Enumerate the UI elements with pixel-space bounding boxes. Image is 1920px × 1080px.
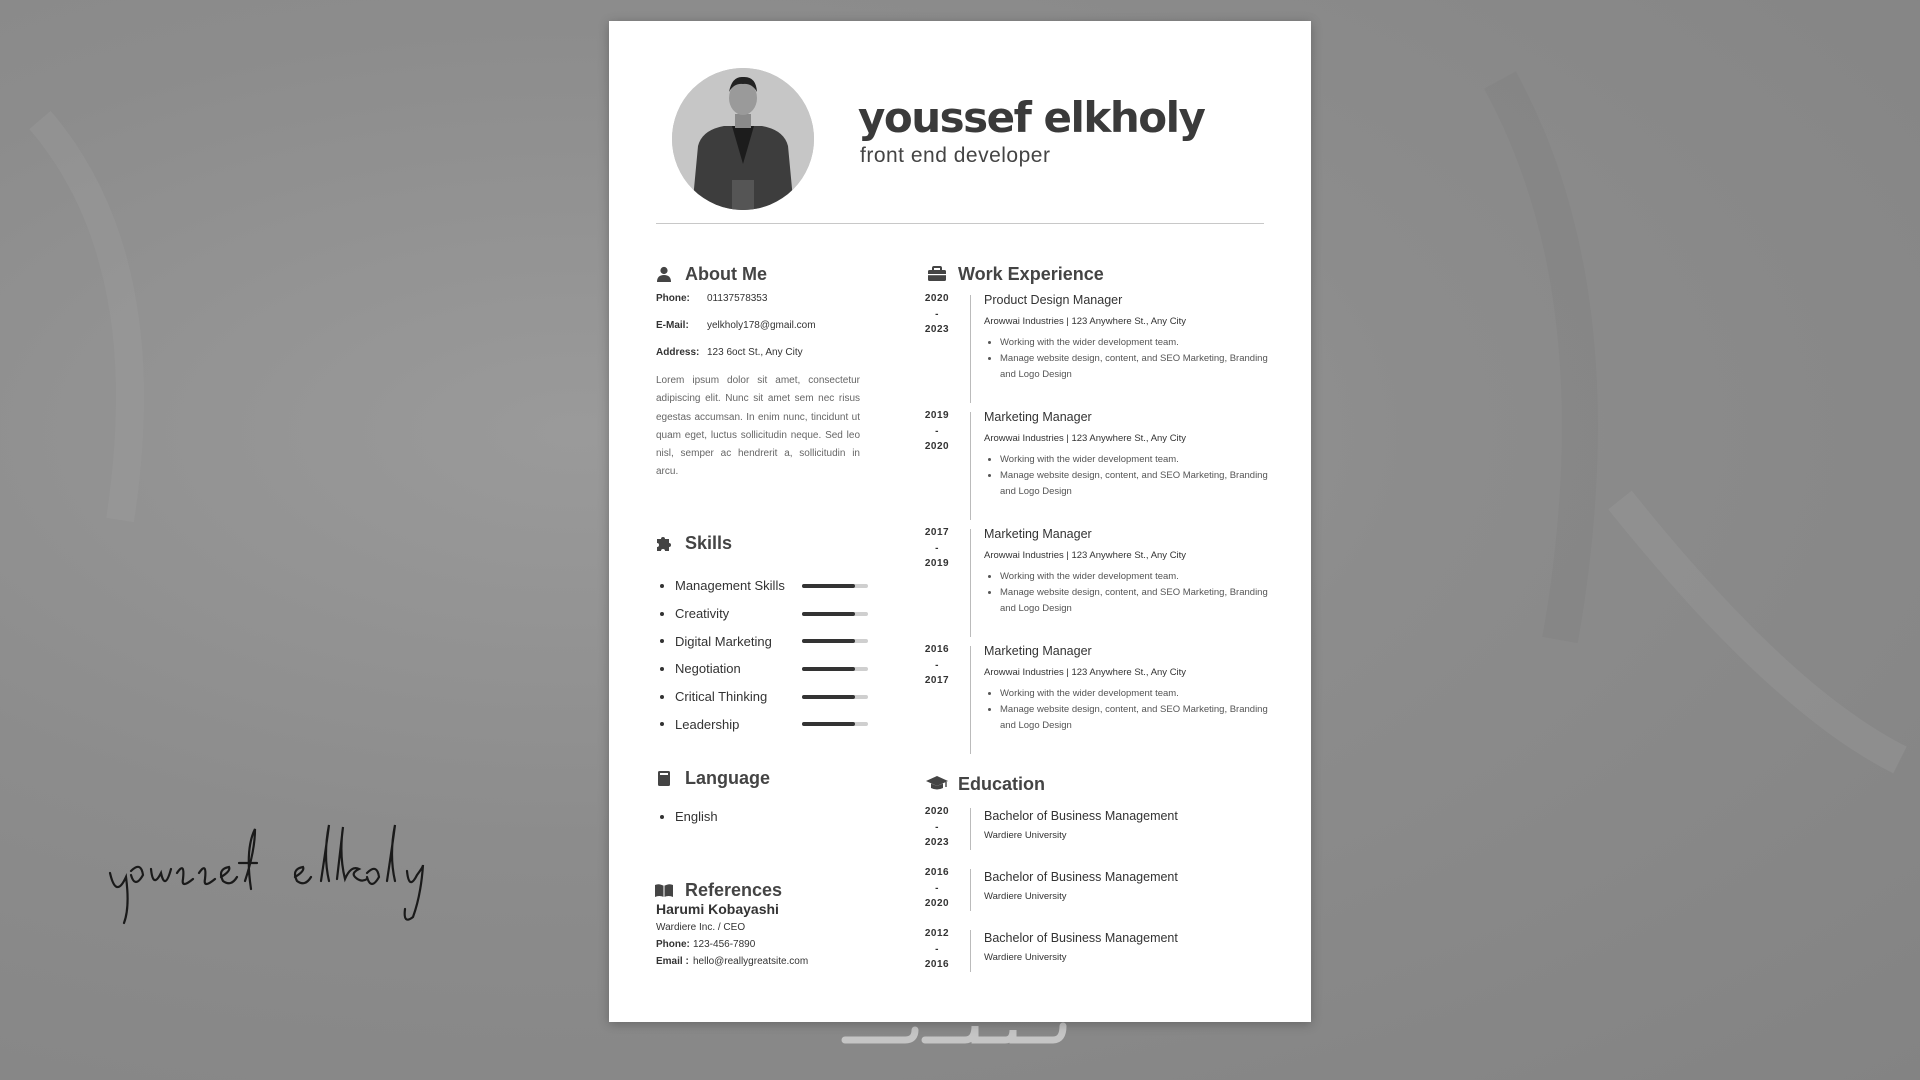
handwritten-signature — [105, 815, 485, 925]
header-divider — [656, 223, 1264, 224]
references-heading — [653, 879, 782, 901]
job-bullet: • Manage website design, content, and SEO Marketing, Branding and Logo Design — [1000, 351, 1274, 383]
skill-item — [660, 683, 880, 711]
phone-row — [656, 293, 767, 304]
job-end-year: 2019 — [924, 558, 950, 569]
date-separator: - — [935, 542, 939, 554]
skill-label: Critical Thinking — [675, 689, 768, 705]
language-label: English — [675, 809, 718, 824]
skill-item — [660, 627, 880, 655]
resume-title: front end developer — [860, 144, 1051, 167]
job-title: Marketing Manager — [984, 527, 1092, 541]
job-entry — [984, 527, 1274, 617]
job-company: Arowwai Industries | 123 Anywhere St., Any City — [984, 550, 1187, 561]
job-title: Marketing Manager — [984, 644, 1092, 658]
edu-end-year: 2023 — [924, 837, 950, 848]
about-bio: Lorem ipsum dolor sit amet, consectetur adipiscing elit. Nunc sit amet sem nec risus egestas accumsan. In enim nunc, tincidunt ut quam eget, luctus sollicitudin neque. Sed leo nisl, semper ac hendrerit a, sollicitudin in arcu. — [656, 375, 860, 478]
edu-end-year: 2016 — [924, 959, 950, 970]
skill-label: Negotiation — [675, 661, 741, 677]
job-start-year: 2019 — [924, 410, 950, 421]
reference-company-value: Wardiere Inc. / CEO — [656, 922, 746, 933]
skill-item — [660, 572, 880, 600]
job-company: Arowwai Industries | 123 Anywhere St., Any City — [984, 316, 1187, 327]
skill-item — [660, 710, 880, 738]
date-separator: - — [935, 659, 939, 671]
bullet-dot — [660, 722, 664, 726]
education-heading-label: Education — [958, 773, 1046, 794]
date-separator: - — [935, 882, 939, 894]
about-heading — [653, 263, 767, 285]
job-bullets — [984, 335, 1274, 383]
about-heading-label: About Me — [685, 263, 767, 284]
reference-email-value: hello@reallygreatsite.com — [693, 956, 809, 967]
skill-level-bar — [802, 584, 868, 588]
bullet-dot — [660, 584, 664, 588]
job-bullets — [984, 686, 1274, 734]
job-bullet: • Working with the wider development team. — [1000, 569, 1274, 585]
email-label: E-Mail: — [656, 320, 689, 331]
experience-heading — [926, 263, 1104, 285]
skill-item — [660, 600, 880, 628]
timeline-line — [970, 529, 971, 637]
skills-heading-label: Skills — [685, 532, 733, 553]
job-bullet: • Working with the wider development team. — [1000, 335, 1274, 351]
timeline-line — [970, 412, 971, 520]
job-end-year: 2017 — [924, 675, 950, 686]
email-value: yelkholy178@gmail.com — [707, 320, 816, 331]
job-dates — [919, 408, 955, 455]
edu-dates — [919, 804, 955, 851]
reference-company — [656, 922, 745, 933]
language-heading — [653, 767, 770, 789]
email-row — [656, 320, 816, 331]
skills-list — [660, 572, 880, 738]
briefcase-icon — [926, 263, 948, 285]
person-icon — [653, 263, 675, 285]
skill-label: Management Skills — [675, 578, 785, 594]
job-dates — [919, 291, 955, 338]
timeline-line — [970, 930, 971, 972]
edu-start-year: 2020 — [924, 806, 950, 817]
skill-item — [660, 655, 880, 683]
timeline-line — [970, 808, 971, 850]
skill-level-bar — [802, 639, 868, 643]
date-separator: - — [935, 308, 939, 320]
language-heading-label: Language — [685, 767, 771, 788]
book-icon — [653, 767, 675, 789]
job-dates — [919, 642, 955, 689]
skill-level-fill — [802, 722, 855, 726]
address-label: Address: — [656, 347, 700, 358]
reference-name: Harumi Kobayashi — [656, 901, 779, 917]
date-separator: - — [935, 425, 939, 437]
skill-level-fill — [802, 584, 855, 588]
reference-email-row — [656, 956, 808, 967]
edu-dates — [919, 926, 955, 973]
bullet-dot — [660, 667, 664, 671]
job-dates — [919, 525, 955, 572]
language-item — [660, 809, 718, 824]
skill-level-fill — [802, 667, 855, 671]
graduation-cap-icon — [926, 773, 948, 795]
bullet-dot — [660, 639, 664, 643]
phone-label: Phone: — [656, 293, 690, 304]
bullet-dot — [660, 815, 664, 819]
education-degree: Bachelor of Business Management — [984, 931, 1178, 945]
job-entry — [984, 410, 1274, 500]
skill-level-fill — [802, 639, 855, 643]
job-start-year: 2016 — [924, 644, 950, 655]
puzzle-icon — [653, 532, 675, 554]
skill-label: Leadership — [675, 716, 740, 732]
timeline-line — [970, 646, 971, 754]
education-entry — [984, 931, 1274, 963]
timeline-line — [970, 295, 971, 403]
phone-value: 01137578353 — [707, 293, 768, 304]
date-separator: - — [935, 943, 939, 955]
resume-name: youssef elkholy — [858, 93, 1205, 142]
job-entry — [984, 644, 1274, 734]
education-heading — [926, 773, 1045, 795]
reference-phone-label: Phone: — [656, 939, 690, 950]
skill-level-bar — [802, 722, 868, 726]
edu-end-year: 2020 — [924, 898, 950, 909]
job-start-year: 2017 — [924, 527, 950, 538]
skill-level-bar — [802, 695, 868, 699]
job-start-year: 2020 — [924, 293, 950, 304]
job-bullets — [984, 452, 1274, 500]
education-school: Wardiere University — [984, 952, 1067, 963]
job-company: Arowwai Industries | 123 Anywhere St., Any City — [984, 433, 1187, 444]
skills-heading — [653, 532, 732, 554]
skill-label: Creativity — [675, 606, 730, 622]
skill-level-fill — [802, 695, 855, 699]
resume-page — [609, 21, 1311, 1022]
job-entry — [984, 293, 1274, 383]
job-bullet: • Working with the wider development team. — [1000, 452, 1274, 468]
timeline-line — [970, 869, 971, 911]
edu-start-year: 2012 — [924, 928, 950, 939]
reference-email-label: Email : — [656, 956, 689, 967]
education-entry — [984, 809, 1274, 841]
education-degree: Bachelor of Business Management — [984, 870, 1178, 884]
profile-photo — [672, 68, 814, 210]
skill-level-bar — [802, 612, 868, 616]
education-degree: Bachelor of Business Management — [984, 809, 1178, 823]
experience-heading-label: Work Experience — [958, 263, 1104, 284]
job-end-year: 2020 — [924, 441, 950, 452]
reference-phone-row — [656, 939, 755, 950]
edu-start-year: 2016 — [924, 867, 950, 878]
job-bullet: • Manage website design, content, and SEO Marketing, Branding and Logo Design — [1000, 702, 1274, 734]
skill-label: Digital Marketing — [675, 633, 772, 649]
job-bullet: • Manage website design, content, and SEO Marketing, Branding and Logo Design — [1000, 468, 1274, 500]
address-value: 123 6oct St., Any City — [707, 347, 803, 358]
bullet-dot — [660, 612, 664, 616]
job-end-year: 2023 — [924, 324, 950, 335]
edu-dates — [919, 865, 955, 912]
job-title: Marketing Manager — [984, 410, 1092, 424]
job-company: Arowwai Industries | 123 Anywhere St., Any City — [984, 667, 1187, 678]
address-row — [656, 347, 803, 358]
education-school: Wardiere University — [984, 891, 1067, 902]
bullet-dot — [660, 695, 664, 699]
references-heading-label: References — [685, 879, 783, 900]
job-title: Product Design Manager — [984, 293, 1123, 307]
skill-level-bar — [802, 667, 868, 671]
job-bullet: • Manage website design, content, and SEO Marketing, Branding and Logo Design — [1000, 585, 1274, 617]
job-bullets — [984, 569, 1274, 617]
reference-phone-value: 123-456-7890 — [693, 939, 756, 950]
date-separator: - — [935, 821, 939, 833]
education-entry — [984, 870, 1274, 902]
open-book-icon — [653, 879, 675, 901]
education-school: Wardiere University — [984, 830, 1067, 841]
skill-level-fill — [802, 612, 855, 616]
job-bullet: • Working with the wider development team. — [1000, 686, 1274, 702]
